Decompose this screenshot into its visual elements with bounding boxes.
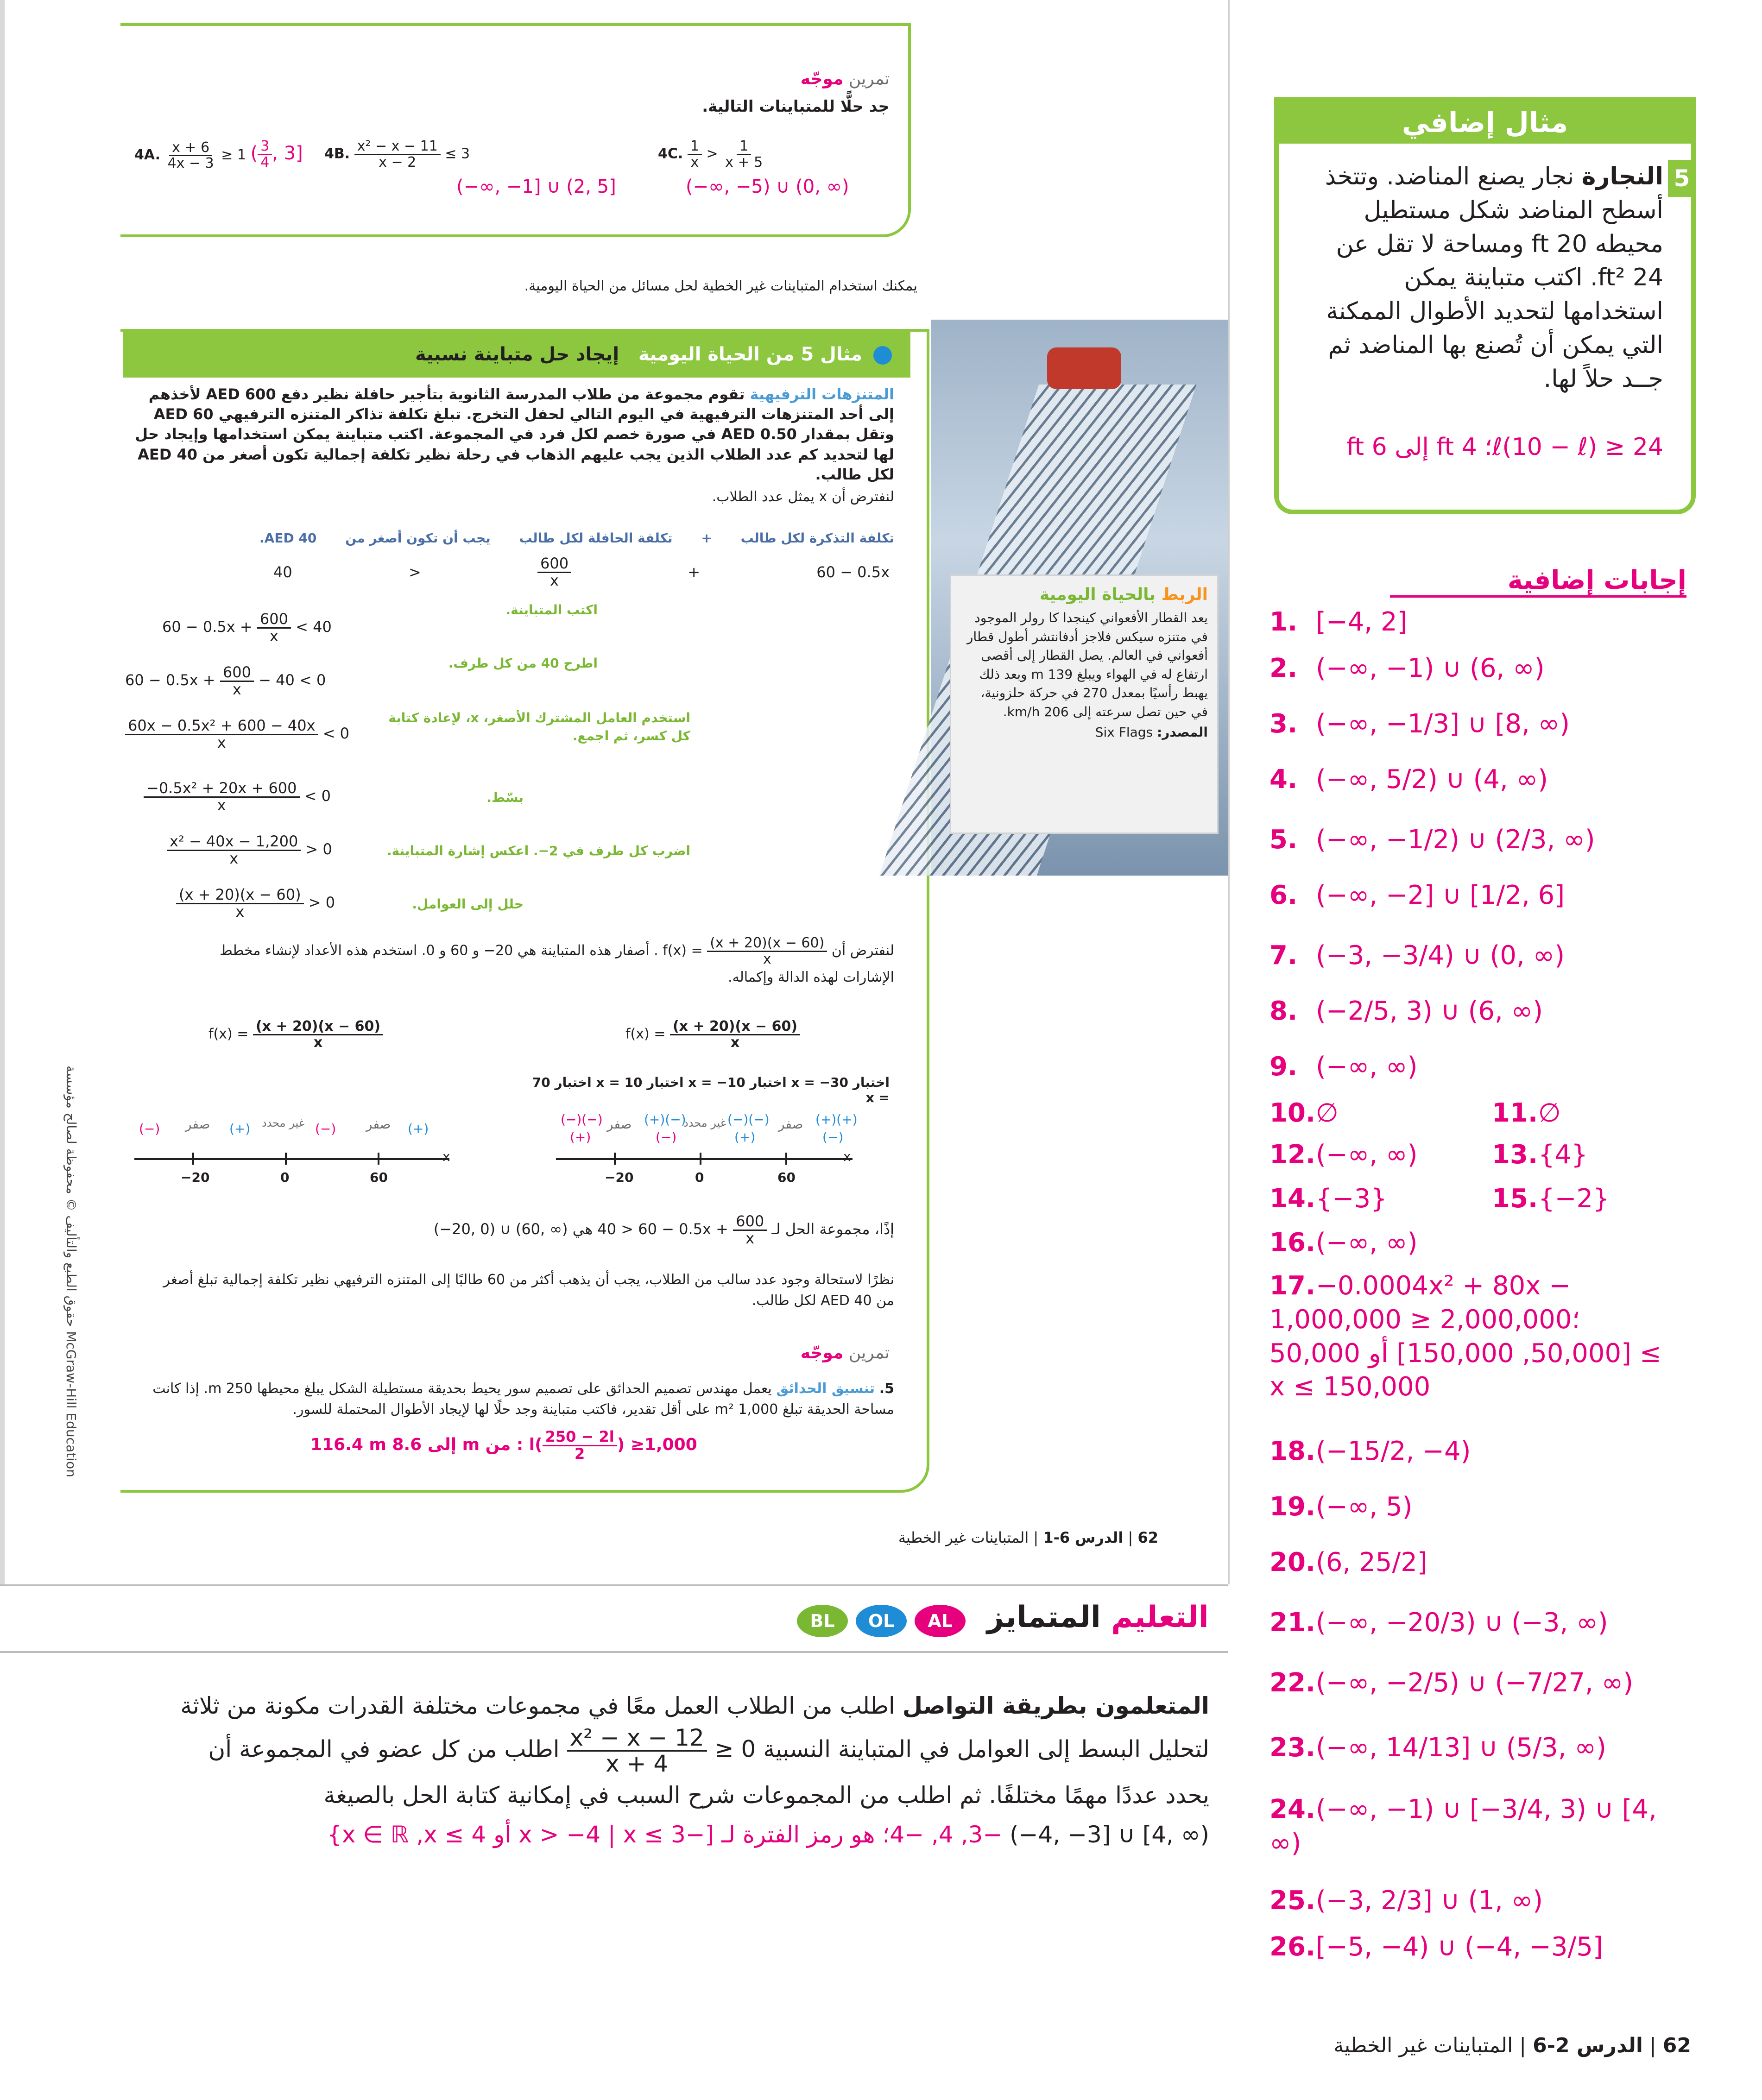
badge-BL: BL <box>797 1605 848 1637</box>
answer-row: 24.(−∞, −1) ∪ [−3/4, 3) ∪ [4, ∞) <box>1269 1794 1657 1858</box>
tick <box>614 1153 616 1165</box>
test-values: اختبار 30− = x اختبار 10− = x اختبار 10 = x اختبار 70 = x <box>532 1075 890 1105</box>
tick <box>700 1153 701 1165</box>
conclusion: نظرًا لاستحالة وجود عدد سالب من الطلاب، يجب أن يذهب أكثر من 60 طالبًا إلى المتنزه الترفيهي نظير تكلفة إجمالية تبلغ أصغر من AED 40 لكل طالب. <box>163 1272 894 1309</box>
answer-row: 9. (−∞, ∞) <box>1269 1052 1418 1082</box>
guided-practice-5-heading: تمرين موجّه <box>800 1343 890 1362</box>
guided-practice-instruction: جد حلًّا للمتباينات التالية. <box>702 97 890 116</box>
example-5-bar: مثال 5 من الحياة اليومية إيجاد حل متباينة نسبية <box>123 331 910 378</box>
answer-row: 16.(−∞, ∞) <box>1269 1228 1418 1258</box>
sign-chart-summary: (−) صفر (+) غير محدد (−) صفر (+) x −20 0 60 <box>134 1103 459 1195</box>
answer-4C: (−∞, −5) ∪ (0, ∞) <box>686 176 849 197</box>
answer-row: 10.∅ <box>1269 1098 1339 1128</box>
guided-practice-5-text: 5. تنسيق الحدائق يعمل مهندس تصميم الحدائق على تصميم سور يحيط بحديقة مستطيلة الشكل يبلغ محيطها 250 m. إذا كانت مساحة الحديقة تبلغ 1,000 m² على أقل تقدير، فاكتب متباينة وجد حلًا لها لإيجاد الأطوال المحتملة للسور. <box>152 1381 894 1418</box>
additional-example-number: 5 <box>1668 160 1696 197</box>
sign-chart-function-left: f(x) = $\frac{(x + 20)(x - 60)}{x}$ <box>208 1019 383 1050</box>
answer-row: 1. [−4, 2] <box>1269 607 1408 637</box>
guided-practice-5-answer: 116.4 m إلى 8.6 m من : l( $\frac{250 - 2l}{2}$ ) ≥1,000 <box>310 1428 697 1463</box>
guided-practice-box <box>120 23 911 237</box>
answer-row: 23.(−∞, 14/13] ∪ (5/3, ∞) <box>1269 1733 1606 1763</box>
level-badges <box>797 1605 966 1637</box>
answer-row: 13.{4} <box>1492 1140 1588 1170</box>
tick <box>192 1153 194 1165</box>
differentiated-instruction-bar <box>0 1584 1228 1653</box>
verbal-model: تكلفة التذكرة لكل طالب + تكلفة الحافلة لكل طالب يجب أن تكون أصغر من AED 40. <box>259 530 894 546</box>
step-6: $\frac{(x + 20)(x - 60)}{x}$ > 0 حلل إلى العوامل. <box>125 878 727 929</box>
differentiated-title: التعليم المتمايز <box>987 1600 1209 1634</box>
answer-row: 22.(−∞, −2/5) ∪ (−7/27, ∞) <box>1269 1668 1634 1698</box>
additional-example-header: مثال إضافي <box>1279 102 1691 144</box>
step-4: $\frac{\text{−0.5x² + 20x + 600}}{x}$ < 0 بسّط. <box>125 771 727 822</box>
problem-4C: 4C. $\frac{1}{x}$ > $\frac{1}{x + 5}$ <box>658 138 763 170</box>
answer-row: 18.(−15/2, −4) <box>1269 1436 1471 1466</box>
number-line-right <box>556 1158 853 1160</box>
symbolic-model: 60 − 0.5x + $\frac{600}{x}$ > 40 <box>273 555 890 589</box>
answer-row: 20.(6, 25/2] <box>1269 1547 1427 1577</box>
sign-chart-detailed: (−)(−) صفر (+)(−) غير محدد (−)(−) صفر (+)(+) (+) (−) (+) (−) x −20 0 60 <box>556 1103 862 1195</box>
intro-sentence: يمكنك استخدام المتباينات غير الخطية لحل مسائل من الحياة اليومية. <box>524 278 917 294</box>
answer-row: 8. (−2/5, 3) ∪ (6, ∞) <box>1269 996 1543 1026</box>
answer-4A: ( $\frac{3}{4}$ , 3] <box>250 138 303 170</box>
step-3: $\frac{\text{60x − 0.5x² + 600 − 40x}}{x}$ < 0 استخدم العامل المشترك الأصغر، x، لإعادة كتابة كل كسر، ثم اجمع. <box>125 709 727 769</box>
answer-row: 6. (−∞, −2] ∪ [1/2, 6] <box>1269 880 1565 910</box>
answer-row: 21.(−∞, −20/3) ∪ (−3, ∞) <box>1269 1608 1608 1638</box>
solution-set: إذًا، مجموعة الحل لـ 60 − 0.5x + $\frac{600}{x}$ < 40 هي (∞ ,60) ∪ (0 ,20−) <box>433 1212 894 1247</box>
answer-row: 17.−0.0004x² + 80x − 1,000,000 ≥ 2,000,000؛ [50,000, 150,000] أو 50,000 ≤ x ≤ 150,000 <box>1269 1271 1661 1402</box>
additional-answers-list <box>1269 607 1733 1974</box>
badge-OL: OL <box>856 1605 907 1637</box>
answer-row: 12.(−∞, ∞) <box>1269 1140 1418 1170</box>
answer-row: 11.∅ <box>1492 1098 1561 1128</box>
answer-row: 7. (−3, −3/4) ∪ (0, ∞) <box>1269 940 1565 971</box>
coaster-car <box>1047 347 1121 389</box>
additional-example-answer: ℓ(10 − ℓ) ≥ 24؛ 4 ft إلى 6 ft <box>1346 433 1663 461</box>
answer-row: 15.{−2} <box>1492 1184 1610 1214</box>
additional-example-text: النجارة نجار يصنع المناضد. وتتخذ أسطح المناضد شكل مستطيل محيطه 20 ft ومساحة لا تقل عن 24 ft². اكتب متباينة يمكن استخدامها لتحديد الأطوال الممكنة التي يمكن أن تُصنع بها المناضد ثم جــد حلاً لها. <box>1325 163 1663 393</box>
guided-practice-heading: تمرين موجّه <box>800 69 890 88</box>
step-5: $\frac{\text{x² − 40x − 1,200}}{x}$ > 0 اضرب كل طرف في 2−. اعكس إشارة المتباينة. <box>125 825 727 876</box>
tick <box>378 1153 379 1165</box>
example-5-problem: المتنزهات الترفيهية تقوم مجموعة من طلاب المدرسة الثانوية بتأجير حافلة نظير دفع AED 600 لأخذهم إلى أحد المتنزهات الترفيهية في اليوم التالي لحفل التخرج. تبلغ تكلفة تذاكر المتنزه الترفيهي AED 60 وتقل بمقدار AED 0.50 في صورة خصم لكل فرد في المجموعة. اكتب متباينة يمكن استخدامها وإيجاد حل لها لتحديد كم عدد الطلاب الذين يجب عليهم الذهاب في رحلة نظير تكلفة إجمالية تكون أصغر من AED 40 لكل طالب. <box>135 385 894 483</box>
step-2: 60 − 0.5x + $\frac{600}{x}$ − 40 < 0 اطرح 40 من كل طرف. <box>125 656 598 698</box>
problem-4B: 4B. $\frac{\text{x² − x − 11}}{x - 2}$ ≤ 3 <box>324 138 470 170</box>
let-f-statement: لنفترض أن f(x) = $\frac{(x + 20)(x - 60)}{x}$ . أصفار هذه المتباينة هي 20− و 60 و 0. استخدم هذه الأعداد لإنشاء مخطط الإشارات لهذه الدالة وإكماله. <box>219 935 894 985</box>
copyright-vertical: حقوق الطبع والتأليف © محفوظة لصالح مؤسسة McGraw-Hill Education <box>63 1066 79 1477</box>
problem-4A: 4A. $\frac{x + 6}{4x - 3}$ ≥ 1 ( $\frac{3}{4}$ , 3] <box>134 138 303 171</box>
additional-answers-header: إجابات إضافية <box>1390 565 1686 598</box>
tick <box>785 1153 787 1165</box>
answer-row: 19.(−∞, 5) <box>1269 1492 1413 1522</box>
answer-row: 2. (−∞, −1) ∪ (6, ∞) <box>1269 653 1545 683</box>
sign-chart-function-right: f(x) = $\frac{(x + 20)(x - 60)}{x}$ <box>625 1019 800 1050</box>
globe-icon <box>873 346 892 365</box>
answer-row: 26.[−5, −4) ∪ (−4, −3/5] <box>1269 1932 1603 1962</box>
answer-row: 3. (−∞, −1/3] ∪ [8, ∞) <box>1269 709 1570 739</box>
tick <box>285 1153 287 1165</box>
number-line-left <box>134 1158 449 1160</box>
answer-row: 25.(−3, 2/3] ∪ (1, ∞) <box>1269 1886 1543 1916</box>
student-page-footer: 62 | الدرس 6-1 | المتباينات غير الخطية <box>898 1529 1158 1546</box>
badge-AL: AL <box>915 1605 966 1637</box>
answer-4B: (−∞, −1] ∪ (2, 5] <box>456 176 616 197</box>
answer-row: 14.{−3} <box>1269 1184 1387 1214</box>
teacher-page-footer: 62 | الدرس 2-6 | المتباينات غير الخطية <box>1333 2034 1691 2057</box>
answer-row: 5. (−∞, −1/2) ∪ (2/3, ∞) <box>1269 825 1595 855</box>
real-world-link-box: الربط بالحياة اليومية يعد القطار الأفعواني كينجدا كا رولر الموجود في متنزه سيكس فلاجز أدفانتشر أطول قطار أفعواني في العالم. يصل القطار إلى أقصى ارتفاع له في الهواء ويبلغ 139 m وبعد ذلك يهبط رأسيًا بمعدل 270 في حركة حلزونية، في حين تصل سرعته إلى 206 km/h. المصدر: Six Flags <box>950 574 1219 834</box>
real-world-link-title: الربط بالحياة اليومية <box>1039 585 1208 604</box>
step-1: 60 − 0.5x + $\frac{600}{x}$ < 40 اكتب المتباينة. <box>162 602 598 645</box>
answer-row: 4. (−∞, 5/2) ∪ (4, ∞) <box>1269 764 1548 795</box>
page-edge <box>0 0 5 1584</box>
differentiated-body: المتعلمون بطريقة التواصل اطلب من الطلاب العمل معًا في مجموعات مختلفة القدرات مكونة من ثلاثة لتحليل البسط إلى العوامل في المتباينة النسبية $\frac{\text{x² − x − 12}}{x + 4}$ ≥ 0 اطلب من كل عضو في المجموعة أن يحدد عددًا مهمًا مختلفًا. ثم اطلب من المجموعات شرح السبب في إمكانية كتابة الحل بالصيغة (−4, −3] ∪ [4, ∞) −3, 4, −4؛ هو رمز الفترة لـ [−3 ≥ x > −4 | x أو x ∈ ℝ ,x ≤ 4} <box>180 1692 1209 1848</box>
let-x-statement: لنفترض أن x يمثل عدد الطلاب. <box>712 489 894 505</box>
